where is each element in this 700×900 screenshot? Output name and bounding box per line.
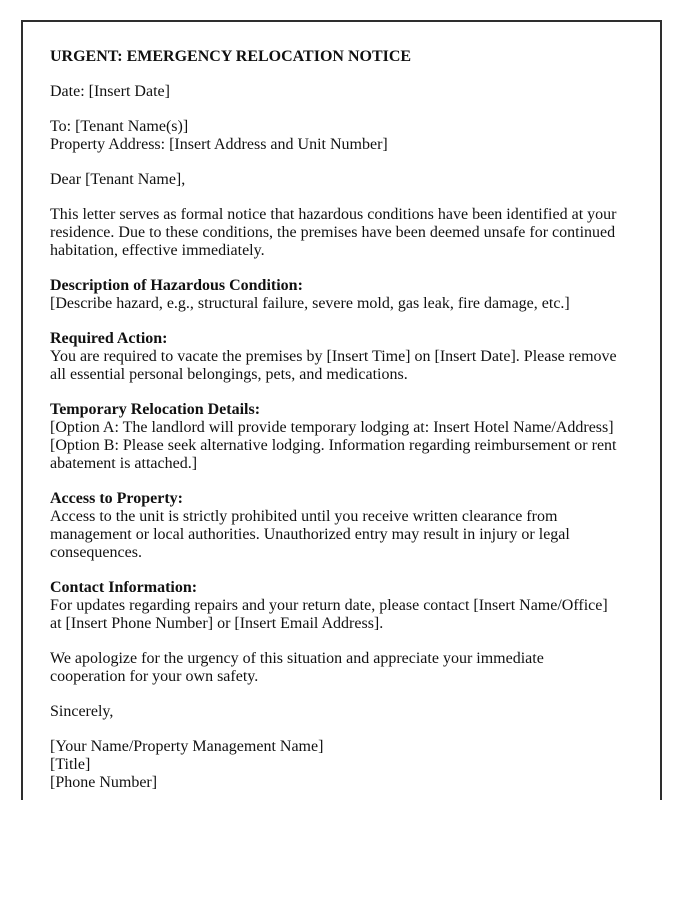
signature-phone-line: [Phone Number] [50, 774, 158, 791]
section-body-line: [Describe hazard, e.g., structural failure, severe mold, gas leak, fire damage, etc.] [50, 295, 570, 312]
signature-name-line: [Your Name/Property Management Name] [50, 738, 324, 755]
section-hazard-description [50, 277, 619, 313]
recipient-block [50, 118, 619, 154]
section-heading: Contact Information: [50, 579, 198, 596]
closing-paragraph: We apologize for the urgency of this situation and appreciate your immediate cooperation for your own safety. [50, 650, 544, 685]
date-line: Date: [Insert Date] [50, 83, 170, 100]
section-body-line: [Option A: The landlord will provide temporary lodging at: Insert Hotel Name/Address] [50, 419, 614, 436]
signature-block [50, 738, 619, 792]
section-heading: Access to Property: [50, 490, 183, 507]
section-access-to-property [50, 490, 619, 562]
section-body-line: You are required to vacate the premises by [Insert Time] on [Insert Date]. Please remove all essential personal belongings, pets, and medications. [50, 348, 617, 383]
salutation: Dear [Tenant Name], [50, 171, 186, 188]
section-body-line: Access to the unit is strictly prohibited until you receive written clearance from management or local authorities. Unauthorized entry may result in injury or legal consequences. [50, 508, 570, 561]
letter-title: URGENT: EMERGENCY RELOCATION NOTICE [50, 48, 412, 65]
intro-paragraph: This letter serves as formal notice that hazardous conditions have been identified at your residence. Due to these conditions, the premises have been deemed unsafe for continued habitation, effective immediately. [50, 206, 617, 259]
section-heading: Temporary Relocation Details: [50, 401, 261, 418]
property-address-line: Property Address: [Insert Address and Unit Number] [50, 136, 388, 153]
section-heading: Required Action: [50, 330, 168, 347]
section-required-action [50, 330, 619, 384]
section-body-line: For updates regarding repairs and your return date, please contact [Insert Name/Office] at [Insert Phone Number] or [Insert Email Address]. [50, 597, 608, 632]
section-temporary-relocation [50, 401, 619, 473]
section-body-line: [Option B: Please seek alternative lodging. Information regarding reimbursement or rent abatement is attached.] [50, 437, 617, 472]
section-heading: Description of Hazardous Condition: [50, 277, 303, 294]
signoff: Sincerely, [50, 703, 114, 720]
to-line: To: [Tenant Name(s)] [50, 118, 189, 135]
section-contact-information [50, 579, 619, 633]
letter-page [21, 20, 662, 800]
signature-title-line: [Title] [50, 756, 91, 773]
